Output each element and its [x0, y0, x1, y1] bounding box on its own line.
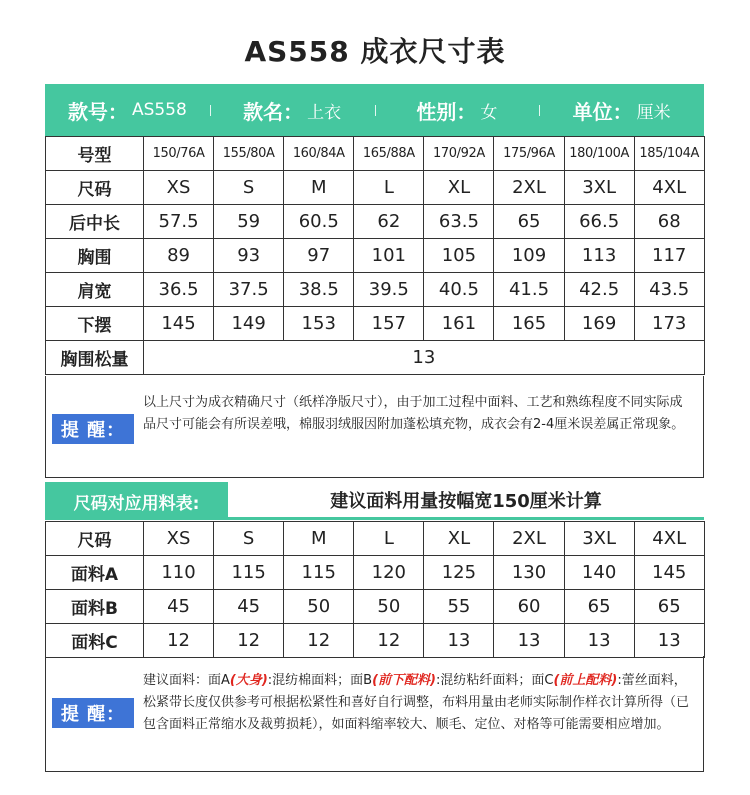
table-cell: 12 — [354, 624, 424, 658]
table-cell: 110 — [144, 556, 214, 590]
row-label: 面料B — [46, 590, 144, 624]
table-cell: 55 — [424, 590, 494, 624]
page-title: AS558 成衣尺寸表 — [244, 35, 506, 68]
ease-value: 13 — [144, 341, 705, 375]
style-number-label: 款号： — [67, 99, 128, 124]
size-row — [46, 137, 705, 171]
table-cell: 93 — [214, 239, 284, 273]
table-cell: 175/96A — [494, 137, 564, 171]
table-cell: 89 — [144, 239, 214, 273]
table-cell: 60.5 — [284, 205, 354, 239]
table-cell: 45 — [214, 590, 284, 624]
row-label: 胸围 — [46, 239, 144, 273]
reminder-badge: 提 醒： — [52, 698, 134, 728]
section-underline — [45, 517, 704, 520]
table-cell: 42.5 — [564, 273, 634, 307]
style-number — [45, 96, 210, 125]
table-cell: 13 — [494, 624, 564, 658]
table-cell: 120 — [354, 556, 424, 590]
table-cell: XS — [144, 522, 214, 556]
table-cell: 150/76A — [144, 137, 214, 171]
table-cell: 60 — [494, 590, 564, 624]
table-cell: 3XL — [564, 171, 634, 205]
gender-label: 性别： — [416, 99, 477, 124]
style-name-label: 款名： — [243, 99, 304, 124]
unit-label: 单位： — [572, 99, 633, 124]
table-cell: 45 — [144, 590, 214, 624]
table-cell: 170/92A — [424, 137, 494, 171]
note-text: 以上尺寸为成衣精确尺寸（纸样净版尺寸），由于加工过程中面料、工艺和熟练程度不同实际成品尺寸可能会有所误差哦，棉服羽绒服因附加蓬松填充物，成衣会有2-4厘米误差属正常现象。 — [143, 395, 685, 432]
table-cell: 115 — [214, 556, 284, 590]
row-label: 肩宽 — [46, 273, 144, 307]
table-cell: 50 — [284, 590, 354, 624]
gender — [375, 96, 540, 125]
table-cell: 13 — [564, 624, 634, 658]
table-cell: M — [284, 171, 354, 205]
table-cell: 113 — [564, 239, 634, 273]
table-cell: XL — [424, 522, 494, 556]
table-cell: 50 — [354, 590, 424, 624]
table-cell: 145 — [634, 556, 704, 590]
table-cell: 125 — [424, 556, 494, 590]
row-label: 尺码 — [46, 522, 144, 556]
table-cell: S — [214, 522, 284, 556]
size-table — [45, 136, 705, 375]
table-cell: 97 — [284, 239, 354, 273]
fabric-c-part: (前上配料) — [553, 673, 618, 688]
ease-row — [46, 341, 705, 375]
size-row — [46, 205, 705, 239]
info-header-bar — [45, 84, 704, 136]
fabric-note-text-3: :混纺粘纤面料；面C — [436, 673, 554, 688]
row-label: 面料A — [46, 556, 144, 590]
gender-value: 女 — [480, 102, 498, 123]
size-row — [46, 307, 705, 341]
table-cell: 65 — [494, 205, 564, 239]
row-label: 尺码 — [46, 171, 144, 205]
table-cell: 68 — [634, 205, 704, 239]
row-label: 号型 — [46, 137, 144, 171]
fabric-a-part: (大身) — [229, 673, 268, 688]
fabric-note-text — [143, 670, 695, 736]
ease-label: 胸围松量 — [46, 341, 144, 375]
table-cell: 40.5 — [424, 273, 494, 307]
table-cell: 36.5 — [144, 273, 214, 307]
table-cell: 149 — [214, 307, 284, 341]
table-cell: 43.5 — [634, 273, 704, 307]
table-cell: 160/84A — [284, 137, 354, 171]
table-cell: 65 — [634, 590, 704, 624]
table-cell: L — [354, 171, 424, 205]
table-cell: M — [284, 522, 354, 556]
table-cell: 66.5 — [564, 205, 634, 239]
table-cell: 62 — [354, 205, 424, 239]
table-cell: 39.5 — [354, 273, 424, 307]
table-cell: 2XL — [494, 522, 564, 556]
table-cell: 41.5 — [494, 273, 564, 307]
table-cell: 157 — [354, 307, 424, 341]
table-cell: 105 — [424, 239, 494, 273]
table-cell: 4XL — [634, 522, 704, 556]
table-cell: S — [214, 171, 284, 205]
fabric-note-text-2: :混纺棉面料；面B — [267, 673, 373, 688]
table-cell: 165 — [494, 307, 564, 341]
table-cell: 63.5 — [424, 205, 494, 239]
table-cell: 153 — [284, 307, 354, 341]
table-cell: 2XL — [494, 171, 564, 205]
row-label: 后中长 — [46, 205, 144, 239]
table-cell: 169 — [564, 307, 634, 341]
table-cell: 161 — [424, 307, 494, 341]
table-cell: 109 — [494, 239, 564, 273]
fabric-section-label: 尺码对应用料表: — [45, 482, 228, 520]
style-name-value: 上衣 — [307, 102, 342, 123]
table-cell: 180/100A — [564, 137, 634, 171]
fabric-row — [46, 590, 705, 624]
size-row — [46, 239, 705, 273]
fabric-b-part: (前下配料) — [372, 673, 436, 688]
table-cell: L — [354, 522, 424, 556]
table-cell: 37.5 — [214, 273, 284, 307]
table-cell: 13 — [634, 624, 704, 658]
table-cell: 173 — [634, 307, 704, 341]
table-cell: 12 — [284, 624, 354, 658]
note-box-2 — [45, 656, 704, 772]
reminder-badge: 提 醒： — [52, 414, 134, 444]
table-cell: 165/88A — [354, 137, 424, 171]
table-cell: 12 — [214, 624, 284, 658]
fabric-table — [45, 521, 705, 658]
table-cell: 101 — [354, 239, 424, 273]
table-cell: 140 — [564, 556, 634, 590]
row-label: 下摆 — [46, 307, 144, 341]
size-row — [46, 171, 705, 205]
unit — [539, 96, 704, 125]
table-cell: 155/80A — [214, 137, 284, 171]
note-box-1 — [45, 376, 704, 478]
table-cell: 38.5 — [284, 273, 354, 307]
table-cell: 12 — [144, 624, 214, 658]
row-label: 面料C — [46, 624, 144, 658]
fabric-row — [46, 556, 705, 590]
table-cell: XS — [144, 171, 214, 205]
table-cell: 3XL — [564, 522, 634, 556]
table-cell: 65 — [564, 590, 634, 624]
table-cell: 130 — [494, 556, 564, 590]
table-cell: 57.5 — [144, 205, 214, 239]
table-cell: 145 — [144, 307, 214, 341]
style-name — [210, 96, 375, 125]
unit-value: 厘米 — [636, 102, 671, 123]
fabric-section-header — [45, 482, 704, 520]
table-cell: 4XL — [634, 171, 704, 205]
table-cell: 59 — [214, 205, 284, 239]
table-cell: XL — [424, 171, 494, 205]
fabric-note-text-4: :蕾丝面料，松紧带长度仅供参考可根据松紧性和喜好自行调整，布料用量由老师实际制作样衣计算所得（已包含面料正常缩水及裁剪损耗），如面料缩率较大、顺毛、定位、对格等可能需要相应增加。 — [143, 673, 690, 732]
fabric-row — [46, 624, 705, 658]
style-number-value: AS558 — [131, 100, 187, 120]
table-cell: 115 — [284, 556, 354, 590]
fabric-note-text-1: 建议面料：面A — [143, 673, 230, 688]
table-cell: 13 — [424, 624, 494, 658]
table-cell: 117 — [634, 239, 704, 273]
fabric-row — [46, 522, 705, 556]
fabric-section-subtitle: 建议面料用量按幅宽150厘米计算 — [330, 491, 602, 512]
size-row — [46, 273, 705, 307]
table-cell: 185/104A — [634, 137, 704, 171]
